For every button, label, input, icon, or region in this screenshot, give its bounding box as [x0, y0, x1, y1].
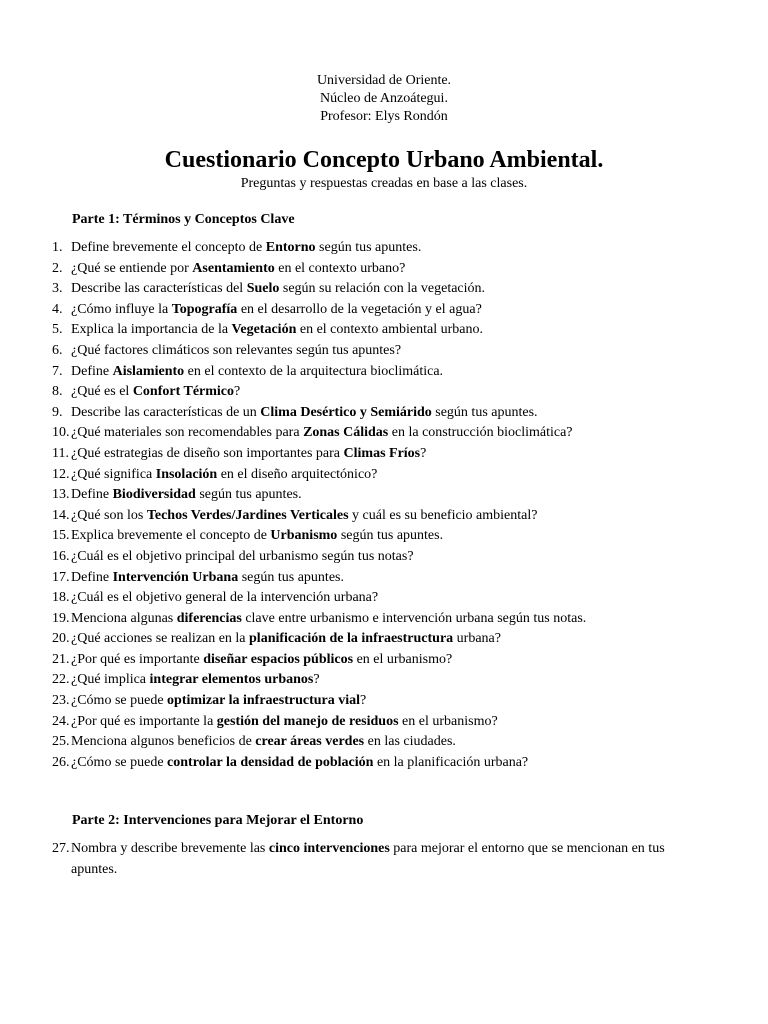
question-text-end: en el contexto urbano? [274, 260, 406, 276]
question-key-term: Urbanismo [270, 528, 338, 544]
question-text [71, 714, 498, 729]
question-item [52, 403, 702, 424]
document-subtitle: Preguntas y respuestas creadas en base a las clases. [240, 176, 528, 191]
question-text [71, 384, 240, 399]
question-key-term: Climas Fríos [343, 445, 421, 461]
question-text-end: según tus apuntes. [337, 528, 444, 544]
question-text-end: según tus apuntes. [195, 487, 302, 503]
question-text-start: Menciona algunas [71, 610, 177, 626]
question-text [71, 343, 401, 358]
question-item [52, 485, 702, 506]
question-text-start: Describe las características del [71, 281, 247, 297]
question-number: 6. [52, 342, 63, 358]
question-text [71, 570, 344, 585]
question-number: 17. [52, 569, 70, 585]
question-text-start: ¿Cómo se puede [71, 693, 168, 709]
question-text-start: Define brevemente el concepto de [71, 240, 266, 255]
question-text-end: en el contexto de la arquitectura bioclimática. [184, 363, 444, 379]
question-item [52, 238, 702, 259]
question-number: 5. [52, 322, 63, 338]
question-number: 22. [52, 672, 70, 688]
question-item [52, 568, 702, 589]
question-text-end: según tus apuntes. [431, 404, 538, 420]
question-text-start: ¿Qué son los [71, 507, 147, 523]
question-text-end: en la planificación urbana? [373, 754, 529, 770]
question-number: 26. [52, 754, 70, 770]
question-key-term: diferencias [176, 610, 242, 626]
question-text-end: según su relación con la vegetación. [279, 281, 486, 297]
question-item [52, 650, 702, 671]
question-item [52, 629, 702, 650]
question-item [52, 444, 702, 465]
question-text [71, 755, 528, 770]
question-text-start: ¿Qué acciones se realizan en la [71, 631, 250, 647]
question-number: 11. [52, 445, 69, 461]
question-text [71, 508, 537, 523]
question-text [71, 631, 501, 646]
question-text-start: Describe las características de un [71, 404, 261, 420]
question-text-start: ¿Por qué es importante la [71, 713, 217, 729]
question-item [52, 732, 702, 753]
question-text-end: para mejorar el entorno que se mencionan en tus apuntes. [71, 841, 665, 877]
question-number: 3. [52, 281, 63, 297]
question-item [52, 382, 702, 403]
section-heading-part-1: Parte 1: Términos y Conceptos Clave [72, 212, 295, 227]
question-item [52, 506, 702, 527]
question-key-term: Aislamiento [112, 363, 185, 379]
question-item [52, 712, 702, 733]
question-number: 4. [52, 301, 63, 317]
question-text-end: ? [234, 384, 241, 400]
question-text-end: en el diseño arquitectónico? [217, 466, 378, 482]
question-text-start: Nombra y describe brevemente las [71, 841, 269, 856]
question-text [71, 672, 320, 687]
question-number: 25. [52, 734, 70, 750]
document-title: Cuestionario Concepto Urbano Ambiental. [164, 147, 604, 173]
question-text [71, 425, 573, 440]
question-text-start: ¿Qué estrategias de diseño son importantes para [71, 445, 344, 461]
question-text [71, 281, 485, 296]
campus-name: Núcleo de Anzoátegui. [320, 91, 448, 106]
question-text-end: y cuál es su beneficio ambiental? [348, 507, 538, 523]
question-number: 24. [52, 713, 70, 729]
question-item [52, 320, 702, 341]
question-list-part-1 [52, 238, 702, 773]
question-item [52, 465, 702, 486]
question-text-start: Explica brevemente el concepto de [71, 528, 271, 544]
question-number: 15. [52, 528, 70, 544]
question-key-term: optimizar la infraestructura vial [167, 693, 361, 709]
question-text-end: en la construcción bioclimática? [388, 425, 573, 441]
question-number: 16. [52, 548, 70, 564]
question-list-part-2 [52, 839, 702, 880]
question-text-start: Define [71, 363, 113, 379]
question-text [71, 590, 378, 605]
question-key-term: crear áreas verdes [255, 734, 365, 750]
question-item [52, 526, 702, 547]
question-text-start: ¿Qué materiales son recomendables para [71, 425, 304, 441]
question-text [71, 240, 421, 255]
question-text-start: ¿Qué es el [71, 384, 133, 400]
question-item [52, 547, 702, 568]
question-item [52, 670, 702, 691]
question-number: 8. [52, 384, 63, 400]
question-text [71, 528, 443, 543]
question-number: 9. [52, 404, 63, 420]
question-number: 20. [52, 631, 70, 647]
question-item [52, 259, 702, 280]
question-item [52, 753, 702, 774]
question-key-term: Asentamiento [192, 260, 275, 276]
question-text-start: ¿Qué significa [71, 466, 156, 482]
question-item [52, 300, 702, 321]
question-key-term: Insolación [155, 466, 218, 482]
question-number: 23. [52, 693, 70, 709]
question-text-start: ¿Qué se entiende por [71, 260, 193, 276]
question-number: 18. [52, 590, 70, 606]
question-number: 7. [52, 363, 63, 379]
question-number: 13. [52, 487, 70, 503]
question-number: 27. [52, 841, 70, 856]
question-text-start: ¿Qué implica [71, 672, 150, 688]
question-item [52, 691, 702, 712]
question-text-end: en el urbanismo? [353, 651, 453, 667]
question-text [71, 322, 483, 337]
question-text-start: ¿Cómo se puede [71, 754, 168, 770]
question-text [71, 487, 302, 502]
question-text [71, 446, 426, 461]
question-text [71, 261, 405, 276]
question-text-start: Define [71, 487, 113, 503]
professor-name: Profesor: Elys Rondón [320, 109, 448, 124]
question-text-end: ? [313, 672, 320, 688]
question-item [52, 362, 702, 383]
question-item [52, 609, 702, 630]
question-number: 21. [52, 651, 70, 667]
question-key-term: Techos Verdes/Jardines Verticales [146, 507, 349, 523]
question-item [52, 279, 702, 300]
section-heading-part-2: Parte 2: Intervenciones para Mejorar el Entorno [72, 813, 364, 828]
university-name: Universidad de Oriente. [316, 73, 452, 88]
institution-header [0, 72, 768, 126]
question-text-end: ? [360, 693, 367, 709]
question-text-end: ? [420, 445, 427, 461]
question-text-end: en el urbanismo? [398, 713, 498, 729]
question-text-start: ¿Cuál es el objetivo principal del urbanismo según tus notas? [71, 548, 414, 564]
question-key-term: Entorno [265, 240, 316, 255]
question-key-term: gestión del manejo de residuos [216, 713, 399, 729]
question-number: 12. [52, 466, 70, 482]
question-text-end: según tus apuntes. [238, 569, 344, 585]
question-item [52, 423, 702, 444]
question-number: 1. [52, 240, 63, 255]
question-key-term: Zonas Cálidas [303, 425, 389, 441]
question-key-term: diseñar espacios públicos [203, 651, 354, 667]
question-text [71, 652, 452, 667]
question-key-term: cinco intervenciones [268, 841, 390, 856]
question-key-term: Topografía [171, 301, 238, 317]
question-text-start: ¿Qué factores climáticos son relevantes según tus apuntes? [71, 342, 402, 358]
question-text [71, 302, 482, 317]
question-text-start: Define [71, 569, 113, 585]
question-key-term: Clima Desértico y Semiárido [260, 404, 432, 420]
question-number: 10. [52, 425, 70, 441]
question-text-end: en el contexto ambiental urbano. [296, 322, 483, 338]
question-text-end: urbana? [453, 631, 501, 647]
question-text-end: clave entre urbanismo e intervención urbana según tus notas. [241, 610, 587, 626]
question-key-term: Intervención Urbana [112, 569, 239, 585]
question-text-start: Menciona algunos beneficios de [71, 734, 256, 750]
question-text-end: en las ciudades. [364, 734, 456, 750]
question-text [71, 611, 586, 626]
question-text-end: según tus apuntes. [315, 240, 422, 255]
question-key-term: integrar elementos urbanos [149, 672, 314, 688]
question-text-start: Explica la importancia de la [71, 322, 232, 338]
question-text-start: ¿Cuál es el objetivo general de la intervención urbana? [71, 590, 379, 606]
question-item [52, 341, 702, 362]
question-key-term: Vegetación [231, 322, 297, 338]
question-number: 2. [52, 260, 63, 276]
question-key-term: Confort Térmico [132, 384, 235, 400]
question-text-end: en el desarrollo de la vegetación y el agua? [237, 301, 482, 317]
question-text [71, 734, 456, 749]
question-text-start: ¿Cómo influye la [71, 301, 172, 317]
question-number: 19. [52, 610, 70, 626]
question-text [71, 467, 377, 482]
question-text-start: ¿Por qué es importante [71, 651, 204, 667]
question-key-term: planificación de la infraestructura [249, 631, 454, 647]
question-key-term: controlar la densidad de población [167, 754, 374, 770]
question-key-term: Biodiversidad [112, 487, 196, 503]
question-text [71, 549, 414, 564]
question-text [71, 364, 443, 379]
question-text [71, 841, 665, 877]
question-item [52, 588, 702, 609]
question-key-term: Suelo [246, 281, 280, 297]
question-text [71, 693, 366, 708]
question-item [52, 839, 702, 880]
question-number: 14. [52, 507, 70, 523]
question-text [71, 405, 538, 420]
